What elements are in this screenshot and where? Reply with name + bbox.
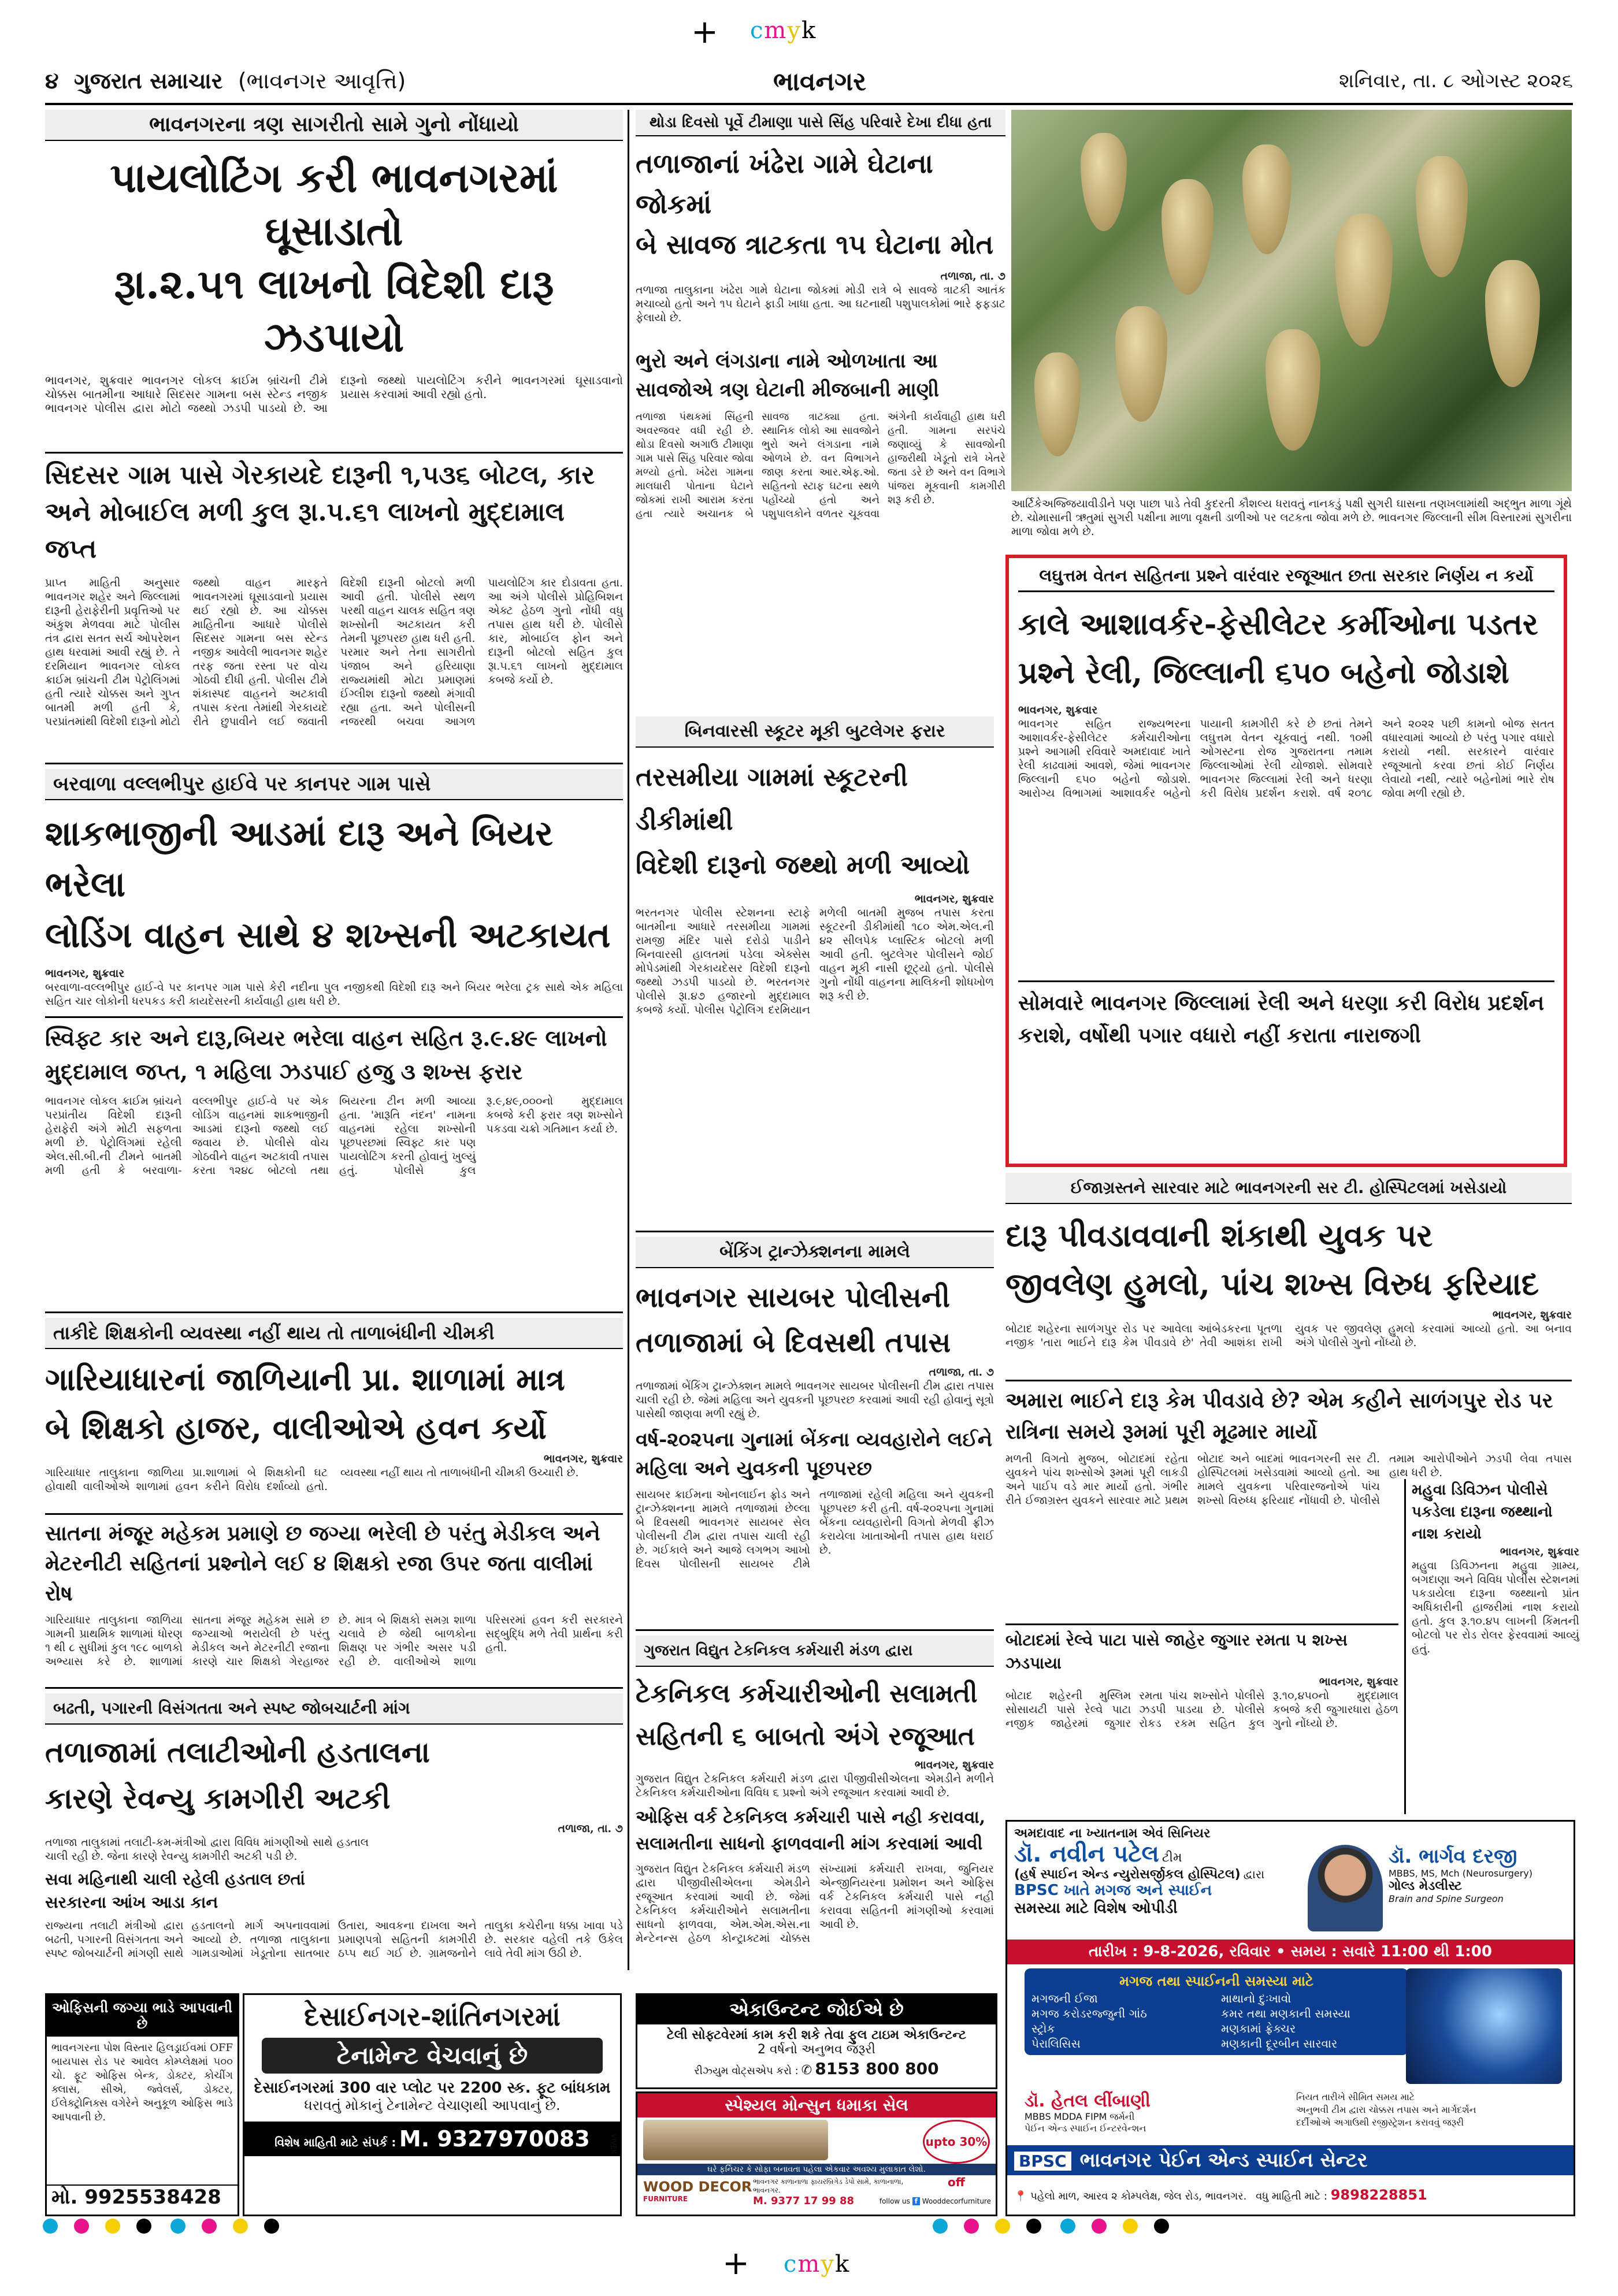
story-vegetable-liquor	[45, 763, 623, 1312]
subheadline: ઓફિસ વર્ક ટેકનિકલ કર્મચારી પાસે નહી કરાવવા, સલામતીના સાધનો ફાળવવાની માંગ કરવામાં આવી	[636, 1807, 986, 1854]
dateline: ભાવનગર, શુક્રવાર	[1500, 1545, 1579, 1558]
dot-magenta	[1092, 2219, 1107, 2234]
kicker: ભાવનગરના ત્રણ સાગરીતો સામે ગુનો નોંધાયો	[45, 110, 623, 141]
doctor3-block	[1025, 2091, 1290, 2134]
dateline: તળાજા, તા. ૭	[929, 1366, 994, 1379]
ad-address: ભાવનગર કાળાનાળા ફાયરબ્રિગેડ ડેપો સામે, કાળાનાળા, ભાવનગર.	[753, 2178, 904, 2194]
doctor2-degree: MBBS, MS, Mch (Neurosurgery)	[1389, 1868, 1533, 1879]
doctor2-role: Brain and Spine Surgeon	[1389, 1893, 1504, 1904]
dot-magenta	[74, 2219, 89, 2234]
nest	[1266, 329, 1320, 451]
cmyk-m: m	[797, 2251, 821, 2278]
nest	[1034, 352, 1081, 456]
subheadline: વર્ષ-૨૦૨૫ના ગુનામાં બેંકના વ્યવહારોને લઈને મહિલા અને યુવકની પૂછપરછ	[636, 1428, 993, 1480]
doctor-photo	[1308, 1845, 1383, 1931]
center-logo: BPSC	[1014, 2152, 1071, 2171]
story-cyber-police	[636, 1231, 994, 1630]
story-lions-sheep	[636, 110, 1005, 711]
dot-cyan	[933, 2219, 948, 2234]
ad-vivek: VIVEK	[610, 2134, 618, 2154]
headline: પાયલોટિંગ કરી ભાવનગરમાં ઘૂસાડાતો	[110, 154, 558, 255]
paper-name: ગુજરાત સમાચાર	[74, 68, 223, 94]
nest	[1161, 179, 1214, 295]
dateline: ભાવનગર, શુક્રવાર	[914, 1759, 994, 1771]
headline: તળાજામાં બે દિવસથી તપાસ	[636, 1327, 951, 1359]
headline: પ્રશ્ને રેલી, જિલ્લાની ૬૫૦ બહેનો જોડાશે	[1018, 655, 1509, 690]
cmyk-label-bottom	[784, 2251, 850, 2278]
nest	[1115, 306, 1167, 422]
story-body: ગુજરાત વિદ્યુત ટેકનિકલ કર્મચારી મંડળ દ્વારા પીજીવીસીએલના એમડીને રજૂઆત કરવામાં આવી છે. જેમાં ટેકનિકલ કર્મચારીઓને સલામતીના સાધનો ફાળવવા, એમ.એમ.એસ.ના મેન્ટેનન્સ હેઠળ કોન્ટ્રાક્ટમાં ચોક્કસ સંખ્યામાં કર્મચારી રાખવા, જુનિયર એન્જીનિયરના પ્રમોશન અને ઓફિસ વર્ક ટેકનિકલ કર્મચારી પાસે નહી કરાવવા સહિતની માંગણીઓ કરવામાં આવી છે.	[636, 1863, 994, 1945]
dot-cyan	[43, 2219, 58, 2234]
headline: શાકભાજીની આડમાં દારૂ અને બિયર ભરેલા	[45, 813, 553, 905]
headline: મહુવા ડિવિઝન પોલીસે પકડેલા દારૂના જથ્થાનો નાશ કરાયો	[1412, 1481, 1553, 1543]
story-body: બોટાદ શહેરની મુસ્લિમ સોસાયટી પાસે રેલ્વે પાટા નજીક જાહેરમાં જુગાર રમતા પાંચ શખ્સોને પોલીસે ઝડપી પાડયા છે. પોલીસે રોકડ રકમ સહિત કુલ રૂ.૧૦,૪૫૦નો મુદ્દામાલ કબજે કરી જુગારધારા હેઠળ ગુનો નોંધ્યો છે.	[1005, 1689, 1398, 1730]
subheadline: ભુરો અને લંગડાના નામે ઓળખાતા આ સાવજોએ ત્રણ ઘેટાની મીજબાની માણી	[636, 350, 940, 402]
ad-phone: મો. 9925538428	[47, 2184, 237, 2209]
dot-magenta	[964, 2219, 979, 2234]
color-bar-bottom	[35, 2219, 287, 2236]
kicker: ગુજરાત વિદ્યુત ટેકનિકલ કર્મચારી મંડળ દ્વારા	[636, 1636, 994, 1667]
headline: તળાજામાં તલાટીઓની હડતાલના	[45, 1735, 431, 1769]
doctor2-name: ડૉ. ભાર્ગવ દરજી	[1389, 1845, 1517, 1868]
dateline: ભાવનગર, શુક્રવાર	[914, 893, 994, 905]
story-body: પ્રાપ્ત માહિતી અનુસાર ભાવનગર શહેર અને જિલ્લામાં દારૂની હેરાફેરીની પ્રવૃત્તિઓ પર અંકુશ મેળવવા માટે પોલીસ તંત્ર દ્વારા સતત સર્ચ ઓપરેશન હાથ ધરવામાં આવી રહ્યું છે. તે દરમિયાન ભાવનગર લોકલ ક્રાઈમ બ્રાંચની ટીમ પેટ્રોલિંગમાં હતી ત્યારે ચોક્કસ અને ગુપ્ત બાતમી મળી હતી કે, પરપ્રાંતમાંથી વિદેશી દારૂનો મોટો જથ્થો વાહન મારફતે ભાવનગરમાં ઘૂસાડવાનો પ્રયાસ થઈ રહ્યો છે. આ ચોક્કસ માહિતીના આધારે પોલીસે સિદસર ગામના બસ સ્ટેન્ડ નજીક આવેલી ભાવનગર શહેર તરફ જતા રસ્તા પર વોચ ગોઠવી દીધી હતી. પોલીસ ટીમે શંકાસ્પદ વાહનને અટકાવી તપાસ કરતા તેમાંથી ગેરકાયદે રીતે છુપાવીને લઈ જવાતી વિદેશી દારૂની બોટલો મળી આવી હતી. પોલીસે સ્થળ પરથી વાહન ચાલક સહિત ત્રણ શખ્સોની અટકાયત કરી તેમની પૂછપરછ હાથ ધરી હતી. પરમાર અને તેના સાગરીતો પંજાબ અને હરિયાણા રાજ્યમાંથી મોટા પ્રમાણમાં ઈંગ્લીશ દારૂનો જથ્થો મંગાવી રહ્યા હતા. અને પોલીસની નજરથી બચવા આગળ પાયલોટિંગ કાર દોડાવતા હતા. આ અંગે પોલીસે પ્રોહિબિશન એક્ટ હેઠળ ગુનો નોંધી વધુ તપાસ હાથ ધરી છે. પોલીસે કાર, મોબાઈલ ફોન અને દારૂની બોટલો સહિત કુલ રૂા.૫.૬૧ લાખનો મુદ્દામાલ કબજે કર્યો છે.	[45, 577, 623, 728]
dot-black	[1154, 2219, 1169, 2234]
center-bar	[1007, 2145, 1574, 2175]
problem-item: માથાનો દુઃખાવો	[1221, 1992, 1292, 2005]
story-intro: બરવાળા-વલ્લભીપુર હાઈ-વે પર કાનપર ગામ પાસે કેરી નદીના પુલ નજીકથી વિદેશી દારૂ અને બિયર ભરેલા ટ્રક સાથે એક મહિલા સહિત ચાર લોકોની ધરપકડ કરી કાયદેસરની કાર્યવાહી હાથ ધરી છે.	[45, 981, 623, 1008]
problem-item: મણકામાં ફ્રેક્ચર	[1221, 2022, 1296, 2035]
opd-line2: સમસ્યા માટે વિશેષ ઓપીડી	[1014, 1900, 1178, 1917]
location-icon: 📍	[1014, 2190, 1027, 2202]
headline: બે શિક્ષકો હાજર, વાલીઓએ હવન કર્યો	[45, 1409, 547, 1446]
dot-magenta	[202, 2219, 217, 2234]
notes-block	[1296, 2091, 1568, 2129]
subheadline: સિદસર ગામ પાસે ગેરકાયદે દારૂની ૧,૫૩૬ બોટલ, કાર અને મોબાઈલ મળી કુલ રૂા.૫.૬૧ લાખનો મુદ્દામાલ જપ્ત	[45, 452, 623, 568]
kicker: તાકીદે શિક્ષકોની વ્યવસ્થા નહીં થાય તો તાળાબંધીની ચીમકી	[45, 1318, 623, 1349]
headline: જીવલેણ હુમલો, પાંચ શખ્સ વિરુધ ફરિયાદ	[1005, 1265, 1539, 1302]
dateline: ભાવનગર, શુક્રવાર	[543, 1452, 623, 1465]
headline: તરસમીયા ગામમાં સ્કૂટરની ડીકીમાંથી	[636, 763, 908, 836]
problem-item: પેરાલિસિસ	[1031, 2037, 1081, 2050]
problems-title: મગજ તથા સ્પાઈનની સમસ્યા માટે	[1119, 1973, 1313, 1989]
ad-title: ઓફિસની જગ્યા ભાડે આપવાની છે	[47, 1995, 237, 2037]
ad-contact	[637, 2059, 996, 2078]
dot-yellow	[1123, 2219, 1138, 2234]
registration-mark-bottom: +	[722, 2245, 749, 2282]
ad-title: દેસાઈનગર-શાંતિનગરમાં	[304, 2001, 561, 2032]
ad-top-line: અમદાવાદ ના ખ્યાતનામ એવં સિનિયર	[1014, 1826, 1211, 1841]
ad-title: એકાઉન્ટન્ટ જોઈએ છે	[637, 1995, 996, 2024]
dot-black	[136, 2219, 151, 2234]
story-liquor-piloting	[45, 110, 623, 728]
story-body: તળાજા પંથકમાં સિંહની અવરજવર વધી રહી છે. થોડા દિવસો અગાઉ ટીમાણા ગામ પાસે સિંહ પરિવાર જોવા મળ્યો હતો. ખંઢેરા ગામના માલધારી પોતાના ઘેટાને જોકમાં રાખી આરામ કરતા હતા ત્યારે અચાનક બે સાવજ ત્રાટક્યા હતા. સ્થાનિક લોકો આ સાવજોને ભુરો અને લંગડાના નામે ઓળખે છે. વન વિભાગને જાણ કરતા આર.એફ.ઓ. સહિતનો સ્ટાફ ઘટના સ્થળે પહોંચ્યો હતો અને પશુપાલકોને વળતર ચૂકવવા અંગેની કાર્યવાહી હાથ ધરી હતી. ગામના સરપંચે જણાવ્યું કે સાવજોની હાજરીથી ખેડૂતો રાત્રે ખેતરે જતા ડરે છે અને વન વિભાગે પાંજરા મૂકવાની કામગીરી શરૂ કરી છે.	[636, 411, 1005, 520]
doctor2-block	[1389, 1845, 1568, 1904]
contact-label: વિશેષ માહિતી માટે સંપર્ક :	[274, 2135, 396, 2149]
via-label: દ્વારા	[1243, 1867, 1265, 1881]
brand	[643, 2179, 752, 2203]
problems-list	[1031, 1992, 1401, 2050]
social-handle: Wooddecorfurniture	[922, 2197, 991, 2205]
ad-phone: 9898228851	[1330, 2187, 1427, 2203]
headline: દારૂ પીવડાવવાની શંકાથી યુવક પર	[1005, 1217, 1433, 1254]
story-body: મળતી વિગતો મુજબ, બોટાદમાં રહેતા યુવકને પાંચ શખ્સોએ રૂમમાં પૂરી લાકડી અને પાઈપ વડે માર માર્યો હતો. ગંભીર રીતે ઈજાગ્રસ્ત યુવકને સારવાર માટે પ્રથમ બોટાદ અને બાદમાં ભાવનગરની સર ટી. હોસ્પિટલમાં ખસેડવામાં આવ્યો હતો. આ મામલે યુવકના પરિવારજનોએ પાંચ શખ્સો વિરુધ્ધ ફરિયાદ નોંધાવી છે. પોલીસે તમામ આરોપીઓને ઝડપી લેવા તપાસ હાથ ધરી છે.	[1005, 1452, 1572, 1507]
headline: ટેકનિકલ કર્મચારીઓની સલામતી	[636, 1679, 978, 1708]
gold-medalist: ગોલ્ડ મેડલીસ્ટ	[1389, 1879, 1462, 1893]
nest	[1485, 260, 1540, 387]
headline: લોડિંગ વાહન સાથે ૪ શખ્સની અટકાયત	[45, 915, 611, 956]
dateline: ભાવનગર, શુક્રવાર	[1018, 704, 1098, 716]
hospital-name: (હર્ષ સ્પાઈન એન્ડ ન્યુરોસર્જીકલ હોસ્પિટલ)	[1014, 1867, 1241, 1882]
dot-black	[264, 2219, 279, 2234]
headline: સહિતની ૬ બાબતો અંગે રજૂઆત	[636, 1722, 975, 1751]
headline: તળાજાનાં ખંઢેરા ગામે ઘેટાના જોકમાં	[636, 148, 933, 220]
opd-line: BPSC ખાતે મગજ અને સ્પાઈન	[1014, 1882, 1212, 1899]
masthead	[45, 65, 1573, 105]
cmyk-y: y	[787, 17, 801, 44]
cmyk-m: m	[764, 17, 788, 44]
ad-strip: ઘરે ફર્નિચર કે સોફા બનાવતા પહેલા એકવાર અવશ્ય મુલાકાત લેશો.	[637, 2164, 996, 2175]
dateline: ભાવનગર, શુક્રવાર	[1319, 1675, 1398, 1688]
address: પહેલો માળ, આરવ ૨ કોમ્પલેક્ષ, જેલ રોડ, ભાવનગર.	[1030, 2190, 1247, 2202]
story-intro: બોટાદ શહેરના સાળંગપુર રોડ પર આવેલા આંબેડકરના પૂતળા નજીક 'તારા ભાઈને દારૂ કેમ પીવડાવે છે' તેવી આશંકા રાખી યુવક પર જીવલેણ હુમલો કરવામાં આવ્યો હતો. આ બનાવ અંગે પોલીસે ગુનો નોંધ્યો છે.	[1005, 1322, 1572, 1349]
doctor-name: ડૉ. નવીન પટેલ	[1014, 1841, 1159, 1867]
headline: બે સાવજ ત્રાટકતા ૧૫ ઘેટાના મોત	[636, 229, 994, 260]
ad-phone: M. 9327970083	[399, 2126, 590, 2152]
story-talati-strike	[45, 1687, 623, 1994]
kicker: બિનવારસી સ્કૂટર મૂકી બુટલેગર ફરાર	[636, 716, 994, 748]
ad-line: દેસાઈનગરમાં 300 વાર પ્લોટ પર 2200 સ્ક. ફૂટ બાંધકામ	[254, 2079, 611, 2097]
contact-label: રીઝ્યુમ વોટ્સએપ કરો :	[694, 2065, 799, 2077]
footer	[1007, 2184, 1574, 2205]
note: અનુભવી ટીમ દ્વારા ચોક્કસ તપાસ અને માર્ગદર્શન	[1296, 2104, 1476, 2115]
dateline: ભાવનગર, શુક્રવાર	[45, 967, 125, 980]
story-intro: તળાજામાં બેંકિંગ ટ્રાન્ઝેક્શન મામલે ભાવનગર સાયબર પોલીસની ટીમ દ્વારા તપાસ ચાલી રહી છે. જેમાં મહિલા અને યુવકની પૂછપરછ કરવામાં આવી રહી હોવાનું સૂત્રો પાસેથી જાણવા મળી રહ્યું છે.	[636, 1380, 994, 1420]
kicker: બઢતી, પગારની વિસંગતતા અને સ્પષ્ટ જોબચાર્ટની માંગ	[45, 1693, 623, 1725]
cmyk-c: c	[784, 2251, 798, 2278]
dateline: તળાજા, તા. ૭	[940, 270, 1005, 283]
cmyk-label-top	[750, 17, 817, 44]
dot-black	[1026, 2219, 1041, 2234]
page-number: ૪	[45, 68, 59, 94]
kicker: બેંકિંગ ટ્રાન્ઝેક્શનના મામલે	[636, 1237, 994, 1268]
story-liquor-destroyed	[1404, 1479, 1579, 1814]
ad-phone: M. 9377 17 99 88	[753, 2195, 855, 2207]
ad-accountant	[636, 1993, 997, 2089]
photo-caption: આર્ટિકેઅજ્જિયાવીડીને પણ પાછા પાડે તેવી કુદરતી કૌશલ્ય ધરાવતું નાનકડું પક્ષી સુગરી ઘાસના તણખલામાંથી અદ્ભુત માળા ગૂંથે છે. ચોમાસાની ઋતુમાં સુગરી પક્ષીના માળા વૃક્ષની ડાળીઓ પર લટકતા જોવા મળે છે. ભાવનગર જિલ્લાની સીમ વિસ્તારમાં સુગરીના માળા જોવા મળે છે.	[1011, 497, 1572, 538]
ad-title: સ્પેશ્યલ મોન્સુન ધમાકા સેલ	[637, 2093, 996, 2117]
masthead-left	[45, 68, 406, 94]
ad-wood-decor	[636, 2091, 997, 2216]
story-electric-workers	[636, 1629, 994, 1994]
problem-item: સ્ટ્રોક	[1031, 2022, 1055, 2035]
cmyk-y: y	[821, 2251, 835, 2278]
headline: કારણે રેવન્યુ કામગીરી અટકી	[45, 1781, 391, 1815]
offer-badge: upto 30% off	[923, 2120, 990, 2164]
ad-bpsc-hospital	[1005, 1820, 1575, 2216]
dot-yellow	[105, 2219, 120, 2234]
story-intro: તળાજા તાલુકામાં તલાટી-કમ-મંત્રીઓ દ્વારા વિવિધ માંગણીઓ સાથે હડતાલ ચાલી રહી છે. જેના કારણે રેવન્યુ કામગીરી અટકી પડી છે.	[45, 1836, 369, 1863]
story-school-teachers	[45, 1312, 623, 1688]
brand-name: WOOD DECOR	[643, 2179, 752, 2195]
nest	[1416, 156, 1468, 277]
problems-box	[1025, 1968, 1408, 2055]
center-name: ભાવનગર પેઈન એન્ડ સ્પાઈન સેન્ટર	[1079, 2149, 1368, 2172]
cmyk-c: c	[750, 17, 765, 44]
kicker: બરવાળા વલ્લભીપુર હાઈવે પર કાનપર ગામ પાસે	[45, 769, 623, 800]
story-body: રાજ્યના તલાટી મંત્રીઓ દ્વારા બઢતી, પગારની વિસંગતતા અને સ્પષ્ટ જોબચાર્ટની માંગણી સાથે હડતાલનો માર્ગ અપનાવવામાં આવ્યો છે. તળાજા તાલુકાના ગામડાઓમાં ખેડૂતોના સાતબાર ઉતારા, આવકના દાખલા અને પ્રમાણપત્રો સહિતની કામગીરી ઠપ્પ થઈ ગઈ છે. ગ્રામજનોને તાલુકા કચેરીના ધક્કા ખાવા પડે છે. સરકાર વહેલી તકે ઉકેલ લાવે તેવી માંગ ઉઠી છે.	[45, 1919, 623, 1960]
headline: રૂા.૨.૫૧ લાખનો વિદેશી દારૂ ઝડપાયો	[114, 260, 554, 361]
follow-label: follow us	[879, 2197, 910, 2205]
story-body: ભાવનગર સહિત રાજ્યભરના આશાવર્કર-ફેસીલેટર કર્મચારીઓના પ્રશ્ને આગામી રવિવારે અમદાવાદ ખાતે રેલી કાઢવામાં આવશે, જેમાં ભાવનગર જિલ્લાની ૬૫૦ બહેનો જોડાશે. આરોગ્ય વિભાગમાં આશાવર્કર બહેનો પાયાની કામગીરી કરે છે છતાં તેમને લઘુત્તમ વેતન ચૂકવાતું નથી. ૧૦મી ઓગસ્ટના રોજ ગુજરાતના તમામ જિલ્લાઓમાં રેલી યોજાશે. સોમવારે ભાવનગર જિલ્લામાં રેલી અને ધરણા કરી વિરોધ પ્રદર્શન કરાશે. વર્ષ ૨૦૧૮ અને ૨૦૨૨ પછી કામનો બોજ સતત વધારવામાં આવ્યો છે પરંતુ પગાર વધારો કરાયો નથી. સરકારને વારંવાર રજૂઆતો કરવા છતાં કોઈ નિર્ણય લેવાયો નથી, ત્યારે બહેનોમાં ભારે રોષ જોવા મળી રહ્યો છે.	[1018, 718, 1554, 800]
story-intro: ગારિયાધાર તાલુકાના જાળિયા પ્રા.શાળામાં બે શિક્ષકોની ઘટ હોવાથી વાલીઓએ શાળામાં હવન કરીને વિરોધ દર્શાવ્યો હતો. વ્યવસ્થા નહીં થાય તો તાળાબંધીની ચીમકી ઉચ્ચારી છે.	[45, 1466, 579, 1493]
story-body: મહુવા ડિવિઝનના મહુવા ગ્રામ્ય, બગદાણા અને વિવિધ પોલીસ સ્ટેશનમાં પકડાયેલા દારૂના જથ્થાનો પ્રાંત અધિકારીની હાજરીમાં નાશ કરાયો હતો. કુલ રૂ.૧૦.૪૫ લાખની કિંમતની બોટલો પર રોડ રોલર ફેરવવામાં આવ્યું હતું.	[1412, 1559, 1579, 1655]
problem-item: મગજની ઈજા	[1031, 1992, 1098, 2005]
story-intro: તળાજા તાલુકાના ખંઢેરા ગામે ઘેટાના જોકમાં મોડી રાત્રે બે સાવજે ત્રાટકી આતંક મચાવ્યો હતો અને ૧૫ ઘેટાને ફાડી ખાધા હતા. આ ઘટનાથી પશુપાલકોમાં ભારે ફફડાટ ફેલાયો છે.	[636, 284, 1005, 324]
ad-subtitle: ટેનામેન્ટ વેચવાનું છે	[262, 2038, 603, 2074]
ad-contact	[244, 2122, 620, 2156]
subheadline: અમારા ભાઈને દારૂ કેમ પીવડાવે છે? એમ કહીને સાળંગપુર રોડ પર રાત્રિના સમયે રૂમમાં પૂરી મૂઢમાર માર્યો	[1005, 1380, 1572, 1447]
section-title: ભાવનગર	[773, 67, 867, 96]
headline: ગારિયાધારનાં જાળિયાની પ્રા. શાળામાં માત્ર	[45, 1361, 565, 1398]
dateline: ભાવનગર, શુક્રવાર	[1492, 1309, 1572, 1321]
subheadline: સવા મહિનાથી ચાલી રહેલી હડતાલ છતાં સરકારના આંખ આડા કાન	[45, 1870, 305, 1912]
story-asha-workers	[1005, 555, 1567, 1167]
story-body: ભાવનગર લોકલ ક્રાઈમ બ્રાંચને પરપ્રાંતીય વિદેશી દારૂની હેરાફેરી અંગે મોટી સફળતા મળી છે. પેટ્રોલિંગમાં રહેલી એલ.સી.બી.ની ટીમને બાતમી મળી હતી કે બરવાળા-વલ્લભીપુર હાઈ-વે પર એક લોડિંગ વાહનમાં શાકભાજીની આડમાં દારૂનો જથ્થો લઈ જવાય છે. પોલીસે વોચ ગોઠવીને વાહન અટકાવી તપાસ કરતા ૧૨૪૮ બોટલો તથા બિયરના ટીન મળી આવ્યા હતા. 'મારૂતિ નંદન' નામના વાહનમાં રહેલા શખ્સોની પૂછપરછમાં સ્વિફ્ટ કાર પણ પાયલોટિંગ કરતી હોવાનું ખુલ્યું હતું. પોલીસે કુલ રૂ.૯,૪૯,૦૦૦નો મુદ્દામાલ કબજે કરી ફરાર ત્રણ શખ્સોને પકડવા ચક્રો ગતિમાન કર્યા છે.	[45, 1095, 623, 1177]
headline: બોટાદમાં રેલ્વે પાટા પાસે જાહેર જુગાર રમતા ૫ શખ્સ ઝડપાયા	[1005, 1630, 1348, 1673]
ad-tenement-sale	[243, 1993, 622, 2216]
story-intro: ભાવનગર, શુક્રવાર ભાવનગર લોકલ ક્રાઈમ બ્રાંચની ટીમે ચોક્કસ બાતમીના આધારે સિદસર ગામના બસ સ્ટેન્ડ નજીક ભાવનગર પોલીસ દ્વારા મોટો જથ્થો ઝડપી પાડયો છે. આ દારૂનો જથ્થો પાયલોટિંગ કરીને ભાવનગરમાં ઘૂસાડવાનો પ્રયાસ કરવામાં આવી રહ્યો હતો.	[45, 373, 623, 415]
registration-mark-top: +	[691, 13, 718, 51]
nest	[1242, 144, 1292, 254]
problem-item: કમર તથા મણકાની સમસ્યા	[1221, 2007, 1350, 2020]
doctor-team: ટીમ	[1161, 1851, 1182, 1865]
nest	[1081, 133, 1127, 231]
issue-date: શનિવાર, તા. ૮ ઓગસ્ટ ૨૦૨૬	[1339, 69, 1573, 92]
sofa-image	[643, 2120, 828, 2160]
nest	[1335, 214, 1393, 347]
weaver-bird-nests-photo	[1011, 110, 1572, 491]
dot-yellow	[995, 2219, 1010, 2234]
story-intro: ગુજરાત વિદ્યુત ટેકનિકલ કર્મચારી મંડળ દ્વારા પીજીવીસીએલના એમડીને મળીને ટેકનિકલ કર્મચારીઓના વિવિધ ૬ પ્રશ્નો અંગે રજૂઆત કરવામાં આવી છે.	[636, 1773, 994, 1799]
headline: ભાવનગર સાયબર પોલીસની	[636, 1281, 950, 1314]
note: નિયત તારીખે સીમિત સમય માટે	[1296, 2091, 1415, 2102]
ad-line: ધરાવતું મોકાનું ટેનામેન્ટ વેચાણથી આપવાનું છે.	[304, 2097, 561, 2113]
ad-body: ભાવનગરના પોશ વિસ્તાર હિલડ્રાઈવમાં OFF બાયપાસ રોડ પર આવેલ કોમ્પ્લેક્ષમાં ૫૦૦ ચો. ફૂટ ઓફિસ બેન્ક, ડોક્ટર, કોચીંગ ક્લાસ, સીએ, જ્વેલર્સ, ડોક્ટર, ઈલેક્ટ્રોનિક્સ વગેરેને અનુકૂળ ઓફિસ ભાડે આપવાની છે.	[51, 2042, 233, 2123]
subheadline: સ્વિફ્ટ કાર અને દારૂ,બિયર ભરેલા વાહન સહિત રૂ.૯.૪૯ લાખનો મુદ્દામાલ જપ્ત, ૧ મહિલા ઝડપાઈ હજુ ૩ શખ્સ ફરાર	[45, 1016, 623, 1088]
cmyk-k: k	[801, 17, 817, 44]
edition: (ભાવનગર આવૃત્તિ)	[237, 68, 406, 94]
kicker: ઈજાગ્રસ્તને સારવાર માટે ભાવનગરની સર ટી. હોસ્પિટલમાં ખસેડાયો	[1005, 1173, 1572, 1204]
info-label: વધુ માહિતી માટે :	[1256, 2190, 1327, 2202]
kicker: થોડા દિવસો પૂર્વે ટીમાણા પાસે સિંહ પરિવારે દેખા દીધા હતા	[636, 110, 1005, 136]
ad-line: 2 વર્ષનો અનુભવ જરૂરી	[758, 2042, 875, 2057]
divider-vertical	[628, 110, 629, 1970]
problem-item: મગજ કરોડરજ્જુની ગાંઠ	[1031, 2007, 1147, 2020]
opd-date: તારીખ : 9-8-2026, રવિવાર • સમય : સવારે 11:00 થી 1:00	[1007, 1940, 1574, 1964]
doctor3-degree: MBBS MDDA FIPM જર્મની	[1025, 2111, 1135, 2122]
kicker: લઘુત્તમ વેતન સહિતના પ્રશ્ને વારંવાર રજૂઆત છતા સરકાર નિર્ણય ન કર્યો	[1018, 564, 1554, 592]
story-body: ભરતનગર પોલીસ સ્ટેશનના સ્ટાફે બાતમીના આધારે તરસમીયા ગામમાં રામજી મંદિર પાસે દરોડો પાડીને બિનવારસી હાલતમાં પડેલા એક્સેસ મોપેડમાંથી ગેરકાયદેસર વિદેશી દારૂનો જથ્થો ઝડપી પાડયો છે. ભરતનગર પોલીસે રૂા.૪૭ હજારનો મુદ્દામાલ કબજે કર્યો. પોલીસ પેટ્રોલિંગ દરમિયાન મળેલી બાતમી મુજબ તપાસ કરતા સ્કૂટરની ડીકીમાંથી ૧૮૦ એમ.એલ.ની ૪૨ સીલપેક પ્લાસ્ટિક બોટલો મળી આવી હતી. બુટલેગર પોલીસને જોઈ વાહન મૂકી નાસી છૂટ્યો હતો. પોલીસે ગુનો નોંધી વાહનના માલિકની શોધખોળ શરૂ કરી છે.	[636, 906, 994, 1016]
story-body: ગારિયાધાર તાલુકાના જાળિયા ગામની પ્રાથમિક શાળામાં ધોરણ ૧ થી ૮ સુધીમાં કુલ ૧૯૮ બાળકો અભ્યાસ કરે છે. શાળામાં સાતના મંજૂર મહેકમ સામે છ જગ્યાઓ ભરાયેલી છે પરંતુ મેડીકલ અને મેટરનીટી રજાના કારણે ચાર શિક્ષકો ગેરહાજર છે. માત્ર બે શિક્ષકો સમગ્ર શાળા ચલાવે છે જેથી બાળકોના શિક્ષણ પર ગંભીર અસર પડી રહી છે. વાલીઓએ શાળા પરિસરમાં હવન કરી સરકારને સદ્બુદ્ધિ મળે તેવી પ્રાર્થના કરી હતી.	[45, 1614, 623, 1668]
headline: કાલે આશાવર્કર-ફેસીલેટર કર્મીઓના પડતર	[1018, 607, 1538, 642]
color-bar-bottom-right	[925, 2219, 1177, 2236]
whatsapp-icon: ✆	[801, 2063, 812, 2078]
brand-sub: FURNITURE	[643, 2195, 688, 2203]
cmyk-k: k	[834, 2251, 851, 2278]
dot-cyan	[1060, 2219, 1075, 2234]
ad-office-rent	[45, 1993, 239, 2216]
dateline: તળાજા, તા. ૭	[558, 1822, 623, 1835]
dot-cyan	[170, 2219, 185, 2234]
dot-yellow	[233, 2219, 248, 2234]
subheadline: સાતના મંજૂર મહેકમ પ્રમાણે છ જગ્યા ભરેલી છે પરંતુ મેડીકલ અને મેટરનીટી સહિતનાં પ્રશ્નોને લઈ ૪ શિક્ષકો રજા ઉપર જતા વાલીમાં રોષ	[45, 1513, 623, 1608]
social	[879, 2197, 991, 2205]
story-gambling	[1005, 1623, 1398, 1819]
problem-item: મણકાની દૂરબીન સારવાર	[1221, 2037, 1338, 2050]
story-body: સાયબર ક્રાઈમના ઓનલાઈન ફ્રોડ અને ટ્રાન્ઝેક્શનના મામલે તળાજામાં છેલ્લા બે દિવસથી ભાવનગર સાયબર સેલ પોલીસની ટીમ દ્વારા તપાસ ચાલી રહી છે. ગઈકાલે અને આજે લગભગ આખો દિવસ પોલીસની સાયબર ટીમે તળાજામાં રહેલી મહિલા અને યુવકની પૂછપરછ કરી હતી. વર્ષ-૨૦૨૫ના ગુનામાં બેંકના વ્યવહારોની વિગતો મેળવી ફ્રીઝ કરાયેલા ખાતાઓની તપાસ હાથ ધરાઈ છે.	[636, 1488, 994, 1570]
ad-phone: 8153 800 800	[815, 2059, 939, 2078]
ad-line: ટેલી સોફ્ટવેરમાં કામ કરી શકે તેવા ફુલ ટાઇમ એકાઉન્ટન્ટ	[666, 2028, 967, 2042]
spine-image	[1406, 1968, 1562, 2084]
story-scooter-liquor	[636, 716, 994, 1225]
doctor3-name: ડૉ. હેતલ લીંબાણી	[1025, 2091, 1151, 2111]
facebook-icon: f	[912, 2197, 920, 2205]
headline: વિદેશી દારૂનો જથ્થો મળી આવ્યો	[636, 850, 970, 880]
note: દર્દીઓએ અગાઉથી રજીસ્ટ્રેશન કરાવવું જરૂરી	[1296, 2117, 1464, 2128]
subheadline: સોમવારે ભાવનગર જિલ્લામાં રેલી અને ધરણા કરી વિરોધ પ્રદર્શન કરાશે, વર્ષોથી પગાર વધારો નહીં કરાતા નારાજગી	[1018, 980, 1554, 1052]
doctor3-role: પેઈન એન્ડ સ્પાઈન ઈન્ટરવેન્શન	[1025, 2123, 1146, 2134]
